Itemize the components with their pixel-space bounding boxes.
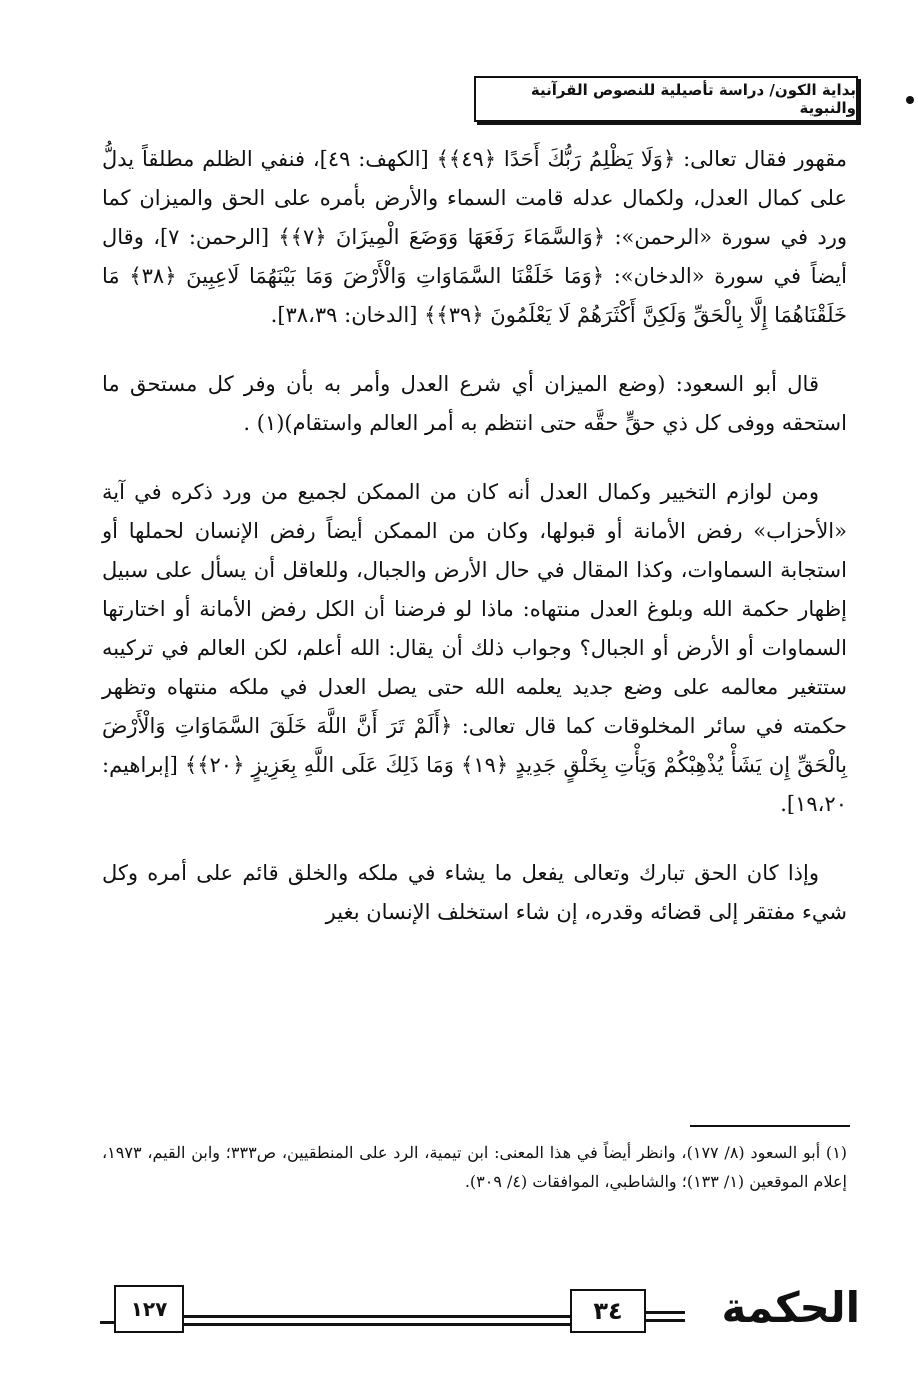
footer-rule	[645, 1311, 685, 1314]
running-title: بداية الكون/ دراسة تأصيلية للنصوص القرآنية والنبوية	[474, 76, 858, 122]
page-number: ١٢٧	[114, 1285, 184, 1333]
issue-number: ٣٤	[570, 1289, 646, 1333]
paragraph: مقهور فقال تعالى: ﴿وَلَا يَظْلِمُ رَبُّكَ أَحَدًا ﴿٤٩﴾﴾ [الكهف: ٤٩]، فنفي الظلم مطلقاً يدلُّ على كمال العدل، ولكمال عدله قامت السماء والأرض بأمره على الحق والميزان كما ورد في سورة «الرحمن»: ﴿وَالسَّمَاءَ رَفَعَهَا وَوَضَعَ الْمِيزَانَ ﴿٧﴾﴾ [الرحمن: ٧]، وقال أيضاً في سورة «الدخان»: ﴿وَمَا خَلَقْنَا السَّمَاوَاتِ وَالْأَرْضَ وَمَا بَيْنَهُمَا لَاعِبِينَ ﴿٣٨﴾ مَا خَلَقْنَاهُمَا إِلَّا بِالْحَقِّ وَلَكِنَّ أَكْثَرَهُمْ لَا يَعْلَمُونَ ﴿٣٩﴾﴾ [الدخان: ٣٨،٣٩].	[102, 147, 847, 327]
main-text	[102, 140, 847, 962]
page-footer	[100, 1275, 860, 1345]
footer-rule	[182, 1315, 570, 1318]
page-header	[98, 70, 858, 126]
paragraph: وإذا كان الحق تبارك وتعالى يفعل ما يشاء في ملكه والخلق قائم على أمره وكل شيء مفتقر إلى قضائه وقدره، إن شاء استخلف الإنسان بغير	[102, 861, 847, 924]
journal-logo: الحكمة	[721, 1282, 860, 1332]
footer-rule	[645, 1319, 685, 1322]
footnote: (١) أبو السعود (٨/ ١٧٧)، وانظر أيضاً في هذا المعنى: ابن تيمية، الرد على المنطقيين، ص٣٣٣؛ وابن القيم، ١٩٧٣، إعلام الموقعين (١/ ١٣٣)؛ والشاطبي، الموافقات (٤/ ٣٠٩).	[102, 1143, 848, 1191]
footnote-separator	[690, 1125, 850, 1127]
paragraph: قال أبو السعود: (وضع الميزان أي شرع العدل وأمر به بأن وفر كل مستحق ما استحقه ووفى كل ذي حقٍّ حقَّه حتى انتظم به أمر العالم واستقام)(١) .	[102, 372, 847, 435]
paragraph: ومن لوازم التخيير وكمال العدل أنه كان من الممكن لجميع من ورد ذكره في آية «الأحزاب» رفض الأمانة أو قبولها، وكان من الممكن أيضاً رفض الإنسان لحملها أو استجابة السماوات، وكذا المقال في حال الأرض والجبال، وللعاقل أن يسأل على سبيل إظهار حكمة الله وبلوغ العدل منتهاه: ماذا لو فرضنا أن الكل رفض الأمانة أو اختارتها السماوات أو الأرض أو الجبال؟ وجواب ذلك أن يقال: الله أعلم، لكن العالم في تركيبه ستتغير معالمه على وضع جديد يعلمه الله حتى يصل العدل في ملكه منتهاه وتظهر حكمته في سائر المخلوقات كما قال تعالى: ﴿أَلَمْ تَرَ أَنَّ اللَّهَ خَلَقَ السَّمَاوَاتِ وَالْأَرْضَ بِالْحَقِّ إِن يَشَأْ يُذْهِبْكُمْ وَيَأْتِ بِخَلْقٍ جَدِيدٍ ﴿١٩﴾ وَمَا ذَلِكَ عَلَى اللَّهِ بِعَزِيزٍ ﴿٢٠﴾﴾ [إبراهيم: ١٩،٢٠].	[102, 480, 847, 816]
footer-rule	[100, 1321, 114, 1324]
margin-dot	[906, 96, 914, 104]
footer-rule	[182, 1323, 570, 1326]
